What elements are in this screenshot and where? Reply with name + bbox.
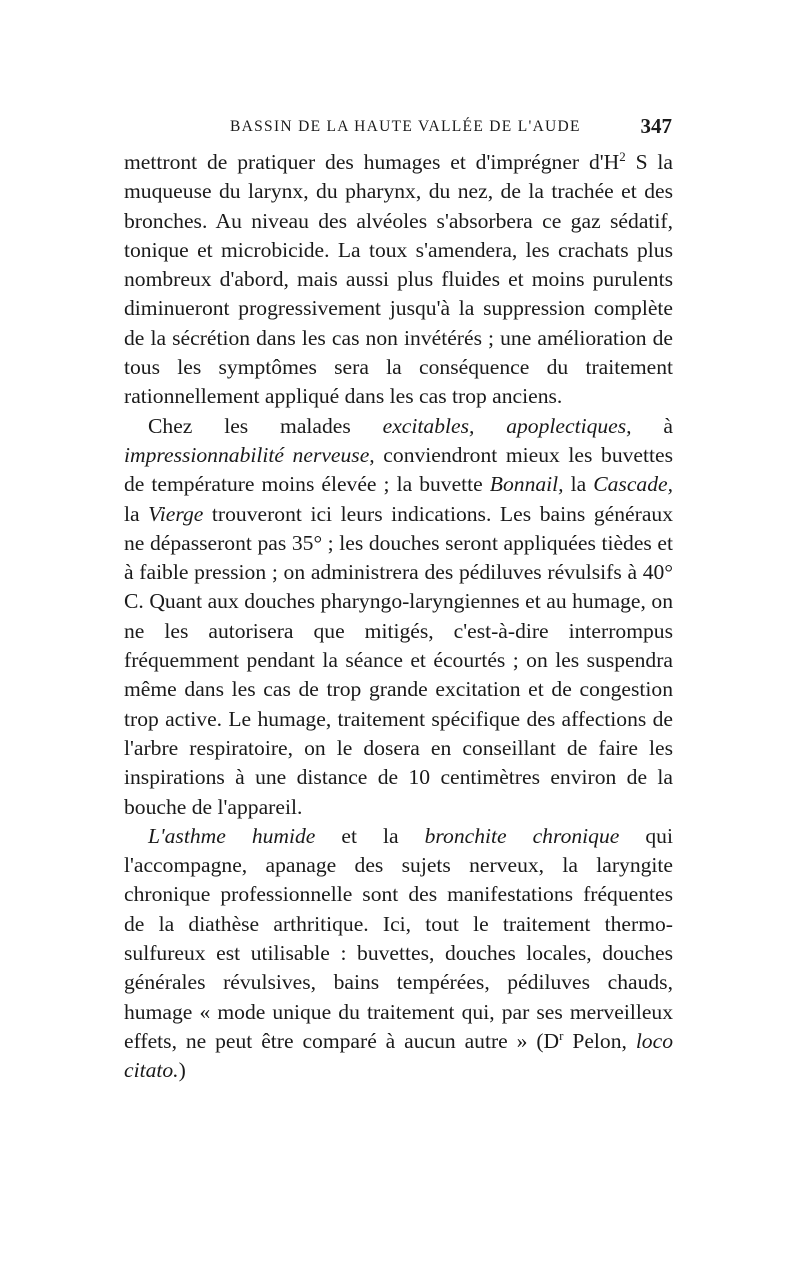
paragraph-2-text-b: à [631, 413, 673, 438]
running-title: BASSIN DE LA HAUTE VALLÉE DE L'AUDE [230, 118, 581, 135]
italic-asthme-humide: L'asthme humide [148, 823, 316, 848]
italic-bonnail: Bonnail, [489, 472, 564, 497]
paragraph-3-text-c: Pelon, [563, 1028, 636, 1053]
italic-loco-citato: loco citato. [124, 1028, 673, 1083]
paragraph-2-text-d: la [563, 472, 594, 497]
paragraph-2-text-f: trouveront ici leurs indications. Les bains généraux ne dépasseront pas 35° ; les douches seront appliquées tièdes et à faible pression ; on administrera des pédiluves révulsifs à 40° C. Quant aux douches pharyngo-laryngiennes et au humage, on ne les autorisera que mitigés, c'est-à-dire interrompus fréquemment pendant la séance et écourtés ; on les suspendra même dans les cas de trop grande excitation et de congestion trop active. Le humage, traitement spécifique des affections de l'arbre respiratoire, on le dosera en conseillant de faire les inspirations à une distance de 10 centimètres environ de la bouche de l'appareil. [124, 501, 673, 819]
italic-bronchite-chronique: bronchite chronique [424, 823, 620, 848]
superscript-r: r [559, 1027, 564, 1043]
page-number: 347 [640, 114, 672, 138]
paragraph-3-text-d: ) [178, 1058, 186, 1083]
paragraph-3 [124, 822, 673, 1086]
italic-excitables: excitables, apoplectiques, [382, 413, 632, 438]
italic-cascade: Cascade, [593, 472, 673, 497]
running-header [120, 114, 672, 140]
paragraph-3-text-a: et la [315, 823, 425, 848]
paragraph-1-text-b: S la muqueuse du larynx, du pharynx, du nez, de la trachée et des bronches. Au niveau des alvéoles s'absorbera ce gaz sédatif, tonique et microbicide. La toux s'amendera, les crachats plus nombreux d'abord, mais aussi plus fluides et moins purulents diminueront progressivement jusqu'à la suppression complète de la sécrétion dans les cas non invétérés ; une amélioration de tous les symptômes sera la conséquence du traitement rationnellement appliqué dans les cas trop anciens. [124, 150, 674, 409]
paragraph-2 [124, 412, 673, 822]
paragraph-1-text-a: mettront de pratiquer des humages et d'imprégner d'H [124, 150, 620, 174]
page-body [124, 148, 673, 1086]
italic-impressionnabilite: impressionnabilité nerveuse, [124, 442, 375, 467]
paragraph-2-text-e: la [124, 501, 149, 526]
paragraph-1 [124, 148, 673, 412]
paragraph-2-text-a: Chez les malades [148, 413, 383, 438]
paragraph-2-text-c: conviendront mieux les buvettes de température moins élevée ; la buvette [124, 442, 673, 497]
italic-vierge: Vierge [148, 501, 204, 526]
subscript-two: 2 [619, 148, 626, 164]
paragraph-3-text-b: qui l'accompagne, apanage des sujets nerveux, la laryngite chronique professionnelle sont des manifestations fréquentes de la diathèse arthritique. Ici, tout le traitement thermo-sulfureux est utilisable : buvettes, douches locales, douches générales révulsives, bains tempérées, pédiluves chauds, humage « mode unique du traitement qui, par ses merveilleux effets, ne peut être comparé à aucun autre » (D [124, 823, 673, 1053]
